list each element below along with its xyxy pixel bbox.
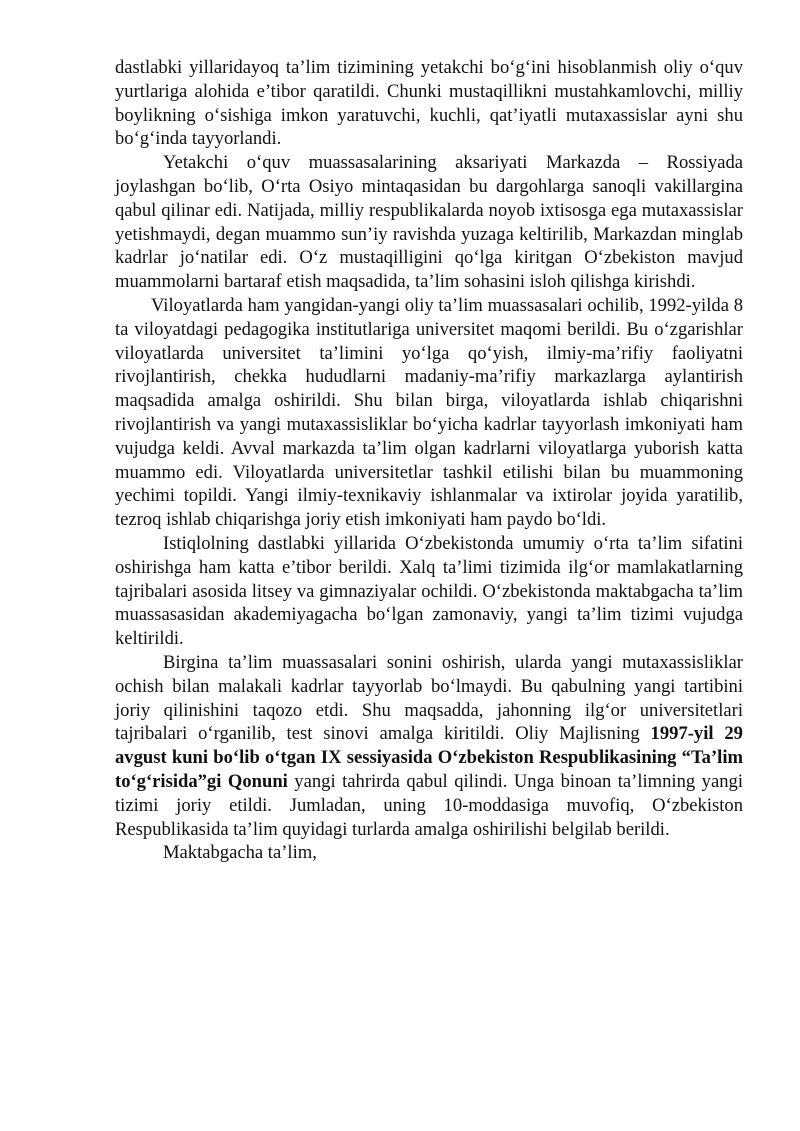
paragraph-5-bold-law-reference: 1997-yil 29 avgust kuni bo‘lib o‘tgan IX sessiyasida O‘zbekiston Respublikasining “Ta’lim to‘g‘risida”gi Qonuni (115, 723, 743, 792)
paragraph-5 (115, 651, 743, 841)
paragraph-1: dastlabki yillaridayoq ta’lim tizimining yetakchi bo‘g‘ini hisoblanmish oliy o‘quv yurtlariga alohida e’tibor qaratildi. Chunki mustaqillikni mustahkamlovchi, milliy boylikning o‘sishiga imkon yaratuvchi, kuchli, qat’iyatli mutaxassislar ayni shu bo‘g‘inda tayyorlandi. (115, 57, 743, 150)
paragraph-4: Istiqlolning dastlabki yillarida O‘zbekistonda umumiy o‘rta ta’lim sifatini oshirishga ham katta e’tibor berildi. Xalq ta’limi tizimida ilg‘or mamlakatlarning tajribalari asosida litsey va gimnaziyalar ochildi. O‘zbekistonda maktabgacha ta’lim muassasasidan akademiyagacha bo‘lgan zamonaviy, yangi ta’lim tizimi vujudga keltirildi. (115, 532, 743, 650)
paragraph-5-text-after: yangi tahrirda qabul qilindi. Unga binoan ta’limning yangi tizimi joriy etildi. Jumladan, uning 10-moddasiga muvofiq, O‘zbekiston Respublikasida ta’lim quyidagi turlarda amalga oshirilishi belgilab berildi. (115, 770, 743, 840)
paragraph-5-text-before: Birgina ta’lim muassasalari sonini oshirish, ularda yangi mutaxassisliklar ochish bilan malakali kadrlar tayyorlab bo‘lmaydi. Bu qabulning yangi tartibini joriy qilinishini taqozo etdi. Shu maqsadda, jahonning ilg‘or universitetlari tajribalari o‘rganilib, test sinovi amalga kiritildi. Oliy Majlisning (115, 651, 743, 745)
paragraph-2: Yetakchi o‘quv muassasalarining aksariyati Markazda – Rossiyada joylashgan bo‘lib, O‘rta Osiyo mintaqasidan bu dargohlarga sanoqli vakillargina qabul qilinar edi. Natijada, milliy respublikalarda noyob ixtisosga ega mutaxassislar yetishmaydi, degan muammo sun’iy ravishda yuzaga keltirilib, Markazdan minglab kadrlar jo‘natilar edi. O‘z mustaqilligini qo‘lga kiritgan O‘zbekiston mavjud muammolarni bartaraf etish maqsadida, ta’lim sohasini isloh qilishga kirishdi. (115, 152, 743, 293)
paragraph-3: Viloyatlarda ham yangidan-yangi oliy ta’lim muassasalari ochilib, 1992-yilda 8 ta viloyatdagi pedagogika institutlariga universitet maqomi berildi. Bu o‘zgarishlar viloyatlarda universitet ta’limini yo‘lga qo‘yish, ilmiy-ma’rifiy faoliyatni rivojlantirish, chekka hududlarni madaniy-ma’rifiy markazlarga aylantirish maqsadida amalga oshirildi. Shu bilan birga, viloyatlarda ishlab chiqarishni rivojlantirish va yangi mutaxassisliklar bo‘yicha kadrlar tayyorlash imkoniyati ham vujudga keldi. Avval markazda ta’lim olgan kadrlarni viloyatlarga yuborish katta muammo edi. Viloyatlarda universitetlar tashkil etilishi bilan bu muammoning yechimi topildi. Yangi ilmiy-texnikaviy ishlanmalar va ixtirolar joyida yaratilib, tezroq ishlab chiqarishga joriy etish imkoniyati ham paydo bo‘ldi. (115, 294, 743, 531)
document-page (115, 56, 743, 865)
paragraph-6: Maktabgacha ta’lim, (163, 842, 317, 864)
